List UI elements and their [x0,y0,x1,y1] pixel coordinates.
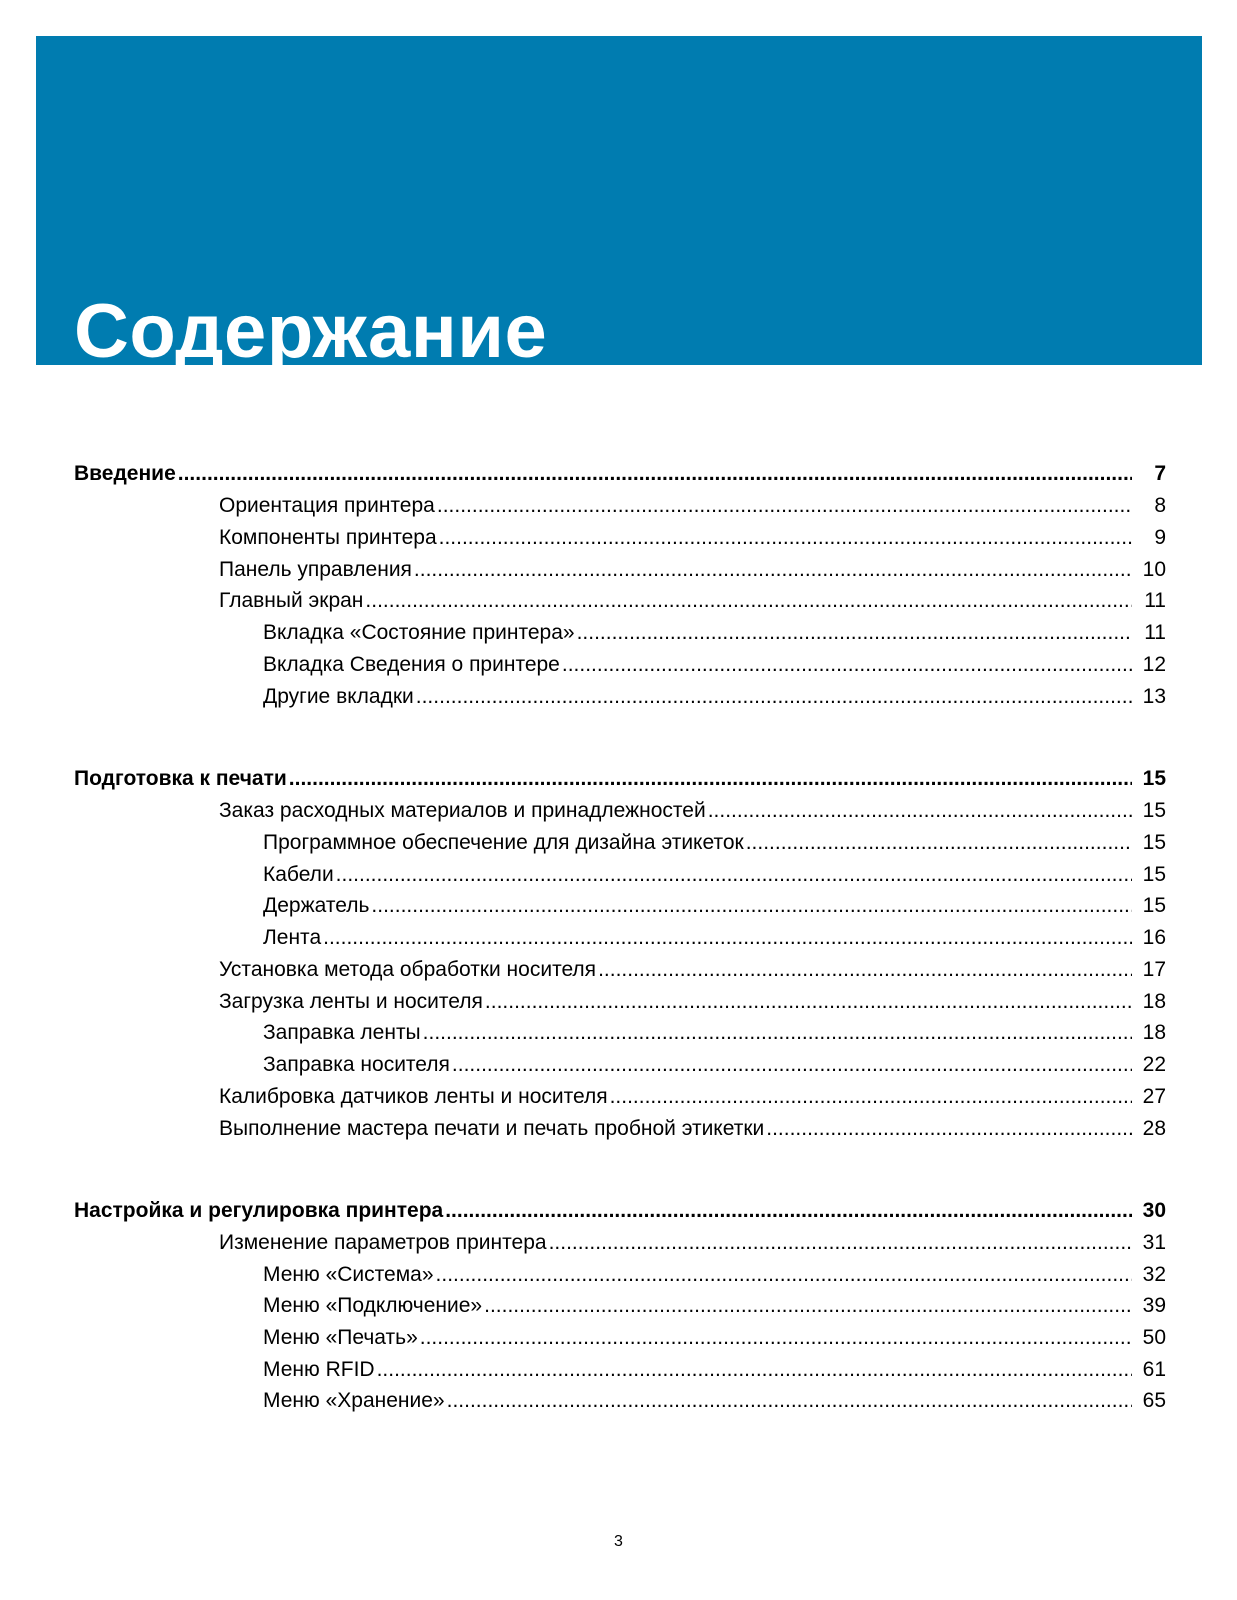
toc-entry-level-3[interactable] [263,891,1166,921]
toc-entry-level-3[interactable] [263,618,1166,648]
page-title: Содержание [74,289,548,374]
toc-entry-label: Заказ расходных материалов и принадлежностей [219,799,706,822]
toc-entry-label: Программное обеспечение для дизайна этикеток [263,831,744,854]
toc-entry-level-1[interactable] [74,1196,1166,1226]
toc-dot-leader [484,1291,1132,1321]
toc-entry-page: 28 [1142,1117,1166,1140]
toc-entry-page: 18 [1142,1021,1166,1044]
toc-entry-level-3[interactable] [263,828,1166,858]
toc-entry-page: 61 [1142,1358,1166,1381]
toc-entry-page: 9 [1154,526,1166,549]
toc-dot-leader [447,1386,1132,1416]
toc-dot-leader [766,1114,1132,1144]
toc-entry-label: Ориентация принтера [219,494,435,517]
toc-entry-label: Вкладка «Состояние принтера» [263,621,575,644]
toc-entry-page: 18 [1142,990,1166,1013]
toc-entry-label: Кабели [263,863,334,886]
toc-entry-page: 15 [1142,831,1166,854]
toc-entry-page: 39 [1142,1294,1166,1317]
toc-entry-level-1[interactable] [74,764,1166,794]
toc-dot-leader [336,860,1132,890]
toc-dot-leader [485,987,1132,1017]
toc-entry-page: 8 [1154,494,1166,517]
toc-entry-level-2[interactable] [219,987,1166,1017]
toc-entry-level-1[interactable] [74,459,1166,489]
toc-entry-level-2[interactable] [219,1082,1166,1112]
toc-entry-level-3[interactable] [263,682,1166,712]
toc-entry-page: 50 [1142,1326,1166,1349]
toc-entry-label: Главный экран [219,589,364,612]
toc-dot-leader [178,459,1132,489]
toc-entry-label: Другие вкладки [263,685,414,708]
toc-entry-page: 15 [1142,799,1166,822]
toc-entry-label: Выполнение мастера печати и печать пробной этикетки [219,1117,765,1140]
toc-dot-leader [708,796,1132,826]
toc-dot-leader [562,650,1132,680]
toc-dot-leader [289,764,1132,794]
toc-entry-level-2[interactable] [219,1228,1166,1258]
toc-dot-leader [414,555,1132,585]
toc-entry-page: 31 [1142,1231,1166,1254]
toc-entry-page: 12 [1142,653,1166,676]
toc-dot-leader [577,618,1132,648]
toc-dot-leader [452,1050,1132,1080]
toc-entry-level-3[interactable] [263,1291,1166,1321]
toc-entry-level-2[interactable] [219,796,1166,826]
toc-entry-label: Панель управления [219,558,412,581]
toc-entry-label: Меню «Система» [263,1263,434,1286]
toc-entry-level-3[interactable] [263,1355,1166,1385]
toc-entry-page: 13 [1142,685,1166,708]
toc-entry-label: Подготовка к печати [74,767,287,790]
toc-dot-leader [437,491,1132,521]
toc-entry-label: Вкладка Сведения о принтере [263,653,560,676]
toc-entry-page: 15 [1142,767,1166,790]
toc-entry-level-3[interactable] [263,1018,1166,1048]
toc-entry-label: Изменение параметров принтера [219,1231,547,1254]
toc-dot-leader [365,586,1132,616]
toc-entry-page: 10 [1142,558,1166,581]
toc-entry-label: Калибровка датчиков ленты и носителя [219,1085,608,1108]
toc-entry-label: Меню «Печать» [263,1326,418,1349]
toc-dot-leader [371,891,1132,921]
toc-dot-leader [549,1228,1132,1258]
toc-entry-level-2[interactable] [219,555,1166,585]
toc-entry-page: 65 [1142,1389,1166,1412]
toc-dot-leader [420,1323,1132,1353]
toc-entry-level-3[interactable] [263,860,1166,890]
toc-entry-page: 11 [1144,589,1166,612]
toc-entry-level-3[interactable] [263,650,1166,680]
toc-entry-label: Введение [74,462,176,485]
toc-entry-level-2[interactable] [219,955,1166,985]
toc-entry-label: Заправка ленты [263,1021,421,1044]
toc-entry-page: 15 [1142,863,1166,886]
toc-entry-level-2[interactable] [219,523,1166,553]
toc-entry-level-2[interactable] [219,491,1166,521]
toc-dot-leader [416,682,1132,712]
toc-entry-label: Заправка носителя [263,1053,450,1076]
toc-entry-label: Компоненты принтера [219,526,437,549]
toc-entry-level-3[interactable] [263,1323,1166,1353]
toc-entry-level-3[interactable] [263,1386,1166,1416]
toc-entry-page: 17 [1142,958,1166,981]
toc-entry-label: Меню RFID [263,1358,375,1381]
toc-entry-page: 32 [1142,1263,1166,1286]
page-number: 3 [614,1533,623,1550]
toc-entry-page: 22 [1142,1053,1166,1076]
toc-dot-leader [439,523,1132,553]
toc-entry-page: 15 [1142,894,1166,917]
toc-dot-leader [746,828,1132,858]
toc-entry-label: Установка метода обработки носителя [219,958,597,981]
toc-entry-page: 7 [1154,462,1166,485]
toc-entry-level-3[interactable] [263,923,1166,953]
toc-entry-label: Загрузка ленты и носителя [219,990,483,1013]
toc-entry-page: 30 [1142,1199,1166,1222]
toc-entry-level-3[interactable] [263,1050,1166,1080]
toc-dot-leader [598,955,1132,985]
toc-entry-label: Меню «Подключение» [263,1294,483,1317]
toc-dot-leader [377,1355,1132,1385]
toc-entry-label: Настройка и регулировка принтера [74,1199,444,1222]
title-banner [36,36,1202,374]
toc-entry-label: Держатель [263,894,370,917]
toc-dot-leader [323,923,1132,953]
toc-entry-level-2[interactable] [219,586,1166,616]
toc-dot-leader [610,1082,1132,1112]
toc-entry-page: 16 [1142,926,1166,949]
toc-entry-label: Лента [263,926,322,949]
toc-entry-level-3[interactable] [263,1260,1166,1290]
toc-dot-leader [436,1260,1132,1290]
toc-entry-level-2[interactable] [219,1114,1166,1144]
toc-entry-label: Меню «Хранение» [263,1389,445,1412]
toc-dot-leader [445,1196,1132,1226]
toc-entry-page: 11 [1144,621,1166,644]
toc-dot-leader [423,1018,1132,1048]
toc-entry-page: 27 [1142,1085,1166,1108]
